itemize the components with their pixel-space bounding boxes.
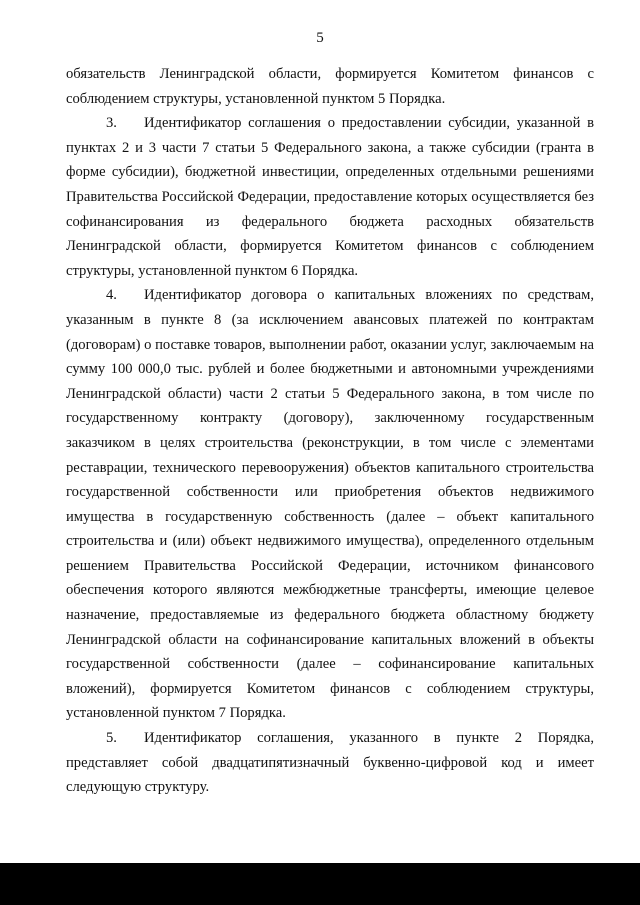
- paragraph-number: 3.: [106, 115, 117, 132]
- document-body: [66, 62, 594, 800]
- paragraph-5: [66, 726, 594, 800]
- paragraph-text: Идентификатор соглашения, указанного в пункте 2 Порядка, представляет собой двадцатипятизначный буквенно-цифровой код и имеет следующую структуру.: [66, 730, 594, 796]
- scan-bottom-bar: [0, 863, 640, 905]
- paragraph-4: [66, 283, 594, 726]
- paragraph-number: 5.: [106, 730, 117, 747]
- paragraph-number: 4.: [106, 287, 117, 304]
- paragraph-text: Идентификатор соглашения о предоставлении субсидии, указанной в пунктах 2 и 3 части 7 статьи 5 Федерального закона, а также субсидии (гранта в форме субсидии), бюджетной инвестиции, определенных отдельными решениями Правительства Российской Федерации, предоставление которых осуществляется без софинансирования из федерального бюджета расходных обязательств Ленинградской области, формируется Комитетом финансов с соблюдением структуры, установленной пунктом 6 Порядка.: [66, 115, 594, 279]
- paragraph-3: [66, 111, 594, 283]
- paragraph-continuation: [66, 62, 594, 111]
- page-number: 5: [316, 30, 324, 46]
- paragraph-text: обязательств Ленинградской области, формируется Комитетом финансов с соблюдением структуры, установленной пунктом 5 Порядка.: [66, 66, 594, 107]
- paragraph-text: Идентификатор договора о капитальных вложениях по средствам, указанным в пункте 8 (за исключением авансовых платежей по контрактам (договорам) о поставке товаров, выполнении работ, оказании услуг, заключаемым на сумму 100 000,0 тыс. рублей и более бюджетными и автономными учреждениями Ленинградской области) части 2 статьи 5 Федерального закона, в том числе по государственному контракту (договору), заключенному государственным заказчиком в целях строительства (реконструкции, в том числе с элементами реставрации, технического перевооружения) объектов капитального строительства государственной собственности или приобретения объектов недвижимого имущества в государственную собственность (далее – объект капитального строительства и (или) объект недвижимого имущества), определенного отдельным решением Правительства Российской Федерации, источником финансового обеспечения которого являются межбюджетные трансферты, имеющие целевое назначение, предоставляемые из федерального бюджета областному бюджету Ленинградской области на софинансирование капитальных вложений в объекты государственной собственности (далее – софинансирование капитальных вложений), формируется Комитетом финансов с соблюдением структуры, установленной пунктом 7 Порядка.: [66, 287, 594, 722]
